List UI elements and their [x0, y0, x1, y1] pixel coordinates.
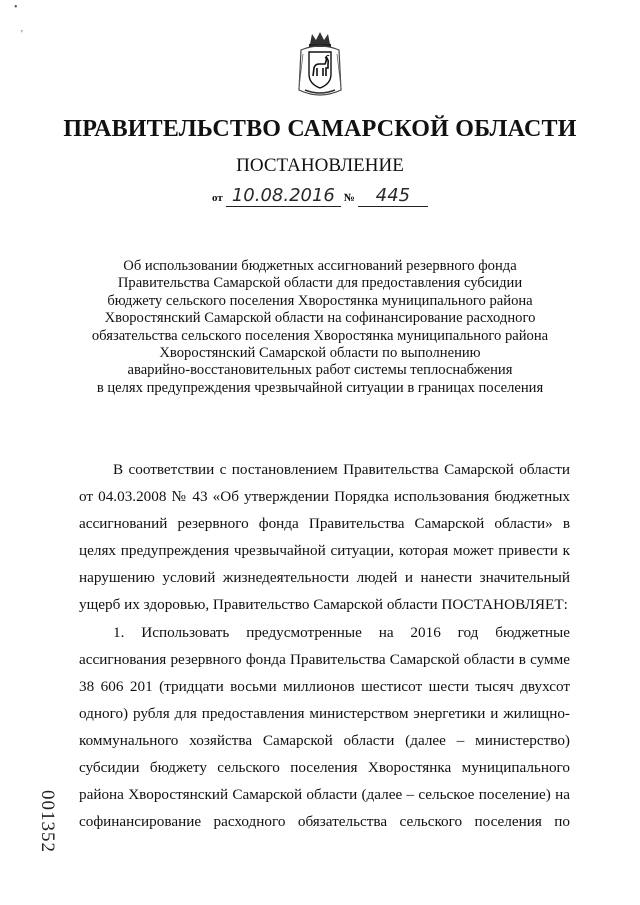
document-body — [79, 456, 570, 835]
subject-line: Об использовании бюджетных ассигнований резервного фонда — [123, 258, 517, 274]
body-line: коммунального хозяйства Самарской области (далее – министерство) — [79, 731, 570, 749]
subject-line: Хворостянский Самарской области на софинансирование расходного — [104, 310, 536, 327]
document-subject — [60, 258, 580, 397]
body-line: от 04.03.2008 № 43 «Об утверждении Порядка использования бюджетных — [79, 488, 570, 506]
body-line: целях предупреждения чрезвычайной ситуации, которая может привести к — [79, 542, 570, 560]
government-title: ПРАВИТЕЛЬСТВО САМАРСКОЙ ОБЛАСТИ — [63, 116, 577, 142]
subject-line: обязательства сельского поселения Хворостянка муниципального района — [91, 327, 549, 344]
subject-line: аварийно-восстановительных работ системы теплоснабжения — [127, 362, 513, 379]
handwritten-date: 10.08.2016 — [226, 186, 341, 207]
subject-line: Правительства Самарской области для предоставления субсидии — [117, 275, 523, 292]
samara-coat-of-arms-icon — [295, 30, 345, 100]
body-line: В соответствии с постановлением Правительства Самарской области — [113, 461, 570, 478]
subject-line: Хворостянский Самарской области по выполнению — [159, 345, 481, 362]
scan-speck: ' — [21, 29, 23, 40]
subject-line: в целях предупреждения чрезвычайной ситуации в границах поселения — [96, 379, 544, 396]
body-line: 38 606 201 (тридцати восьми миллионов шестисот шести тысяч двухсот — [79, 677, 570, 695]
body-line: района Хворостянский Самарской области (далее – сельское поселение) на — [79, 786, 570, 804]
body-line: нарушению условий жизнедеятельности людей и нанести значительный — [79, 569, 570, 587]
number-label: № — [343, 192, 355, 204]
body-line: софинансирование расходного обязательства сельского поселения по — [79, 813, 570, 831]
body-line: субсидии бюджету сельского поселения Хворостянка муниципального — [79, 759, 570, 777]
body-line: 1. Использовать предусмотренные на 2016 год бюджетные — [113, 623, 570, 641]
handwritten-number: 445 — [358, 186, 428, 207]
body-line: ассигнований резервного фонда Правительства Самарской области» в — [79, 515, 570, 533]
body-line: ущерб их здоровью, Правительство Самарской области ПОСТАНОВЛЯЕТ: — [79, 596, 568, 614]
date-number-line — [0, 186, 640, 207]
body-line: одного) рубля для предоставления министерством энергетики и жилищно- — [79, 704, 570, 722]
body-line: ассигнования резервного фонда Правительства Самарской области в сумме — [79, 650, 570, 668]
scan-speck: • — [14, 2, 18, 13]
date-label: от — [212, 192, 223, 204]
document-type: ПОСТАНОВЛЕНИЕ — [236, 155, 404, 176]
registration-number: 001352 — [37, 790, 58, 853]
subject-line: бюджету сельского поселения Хворостянка муниципального района — [107, 292, 533, 309]
